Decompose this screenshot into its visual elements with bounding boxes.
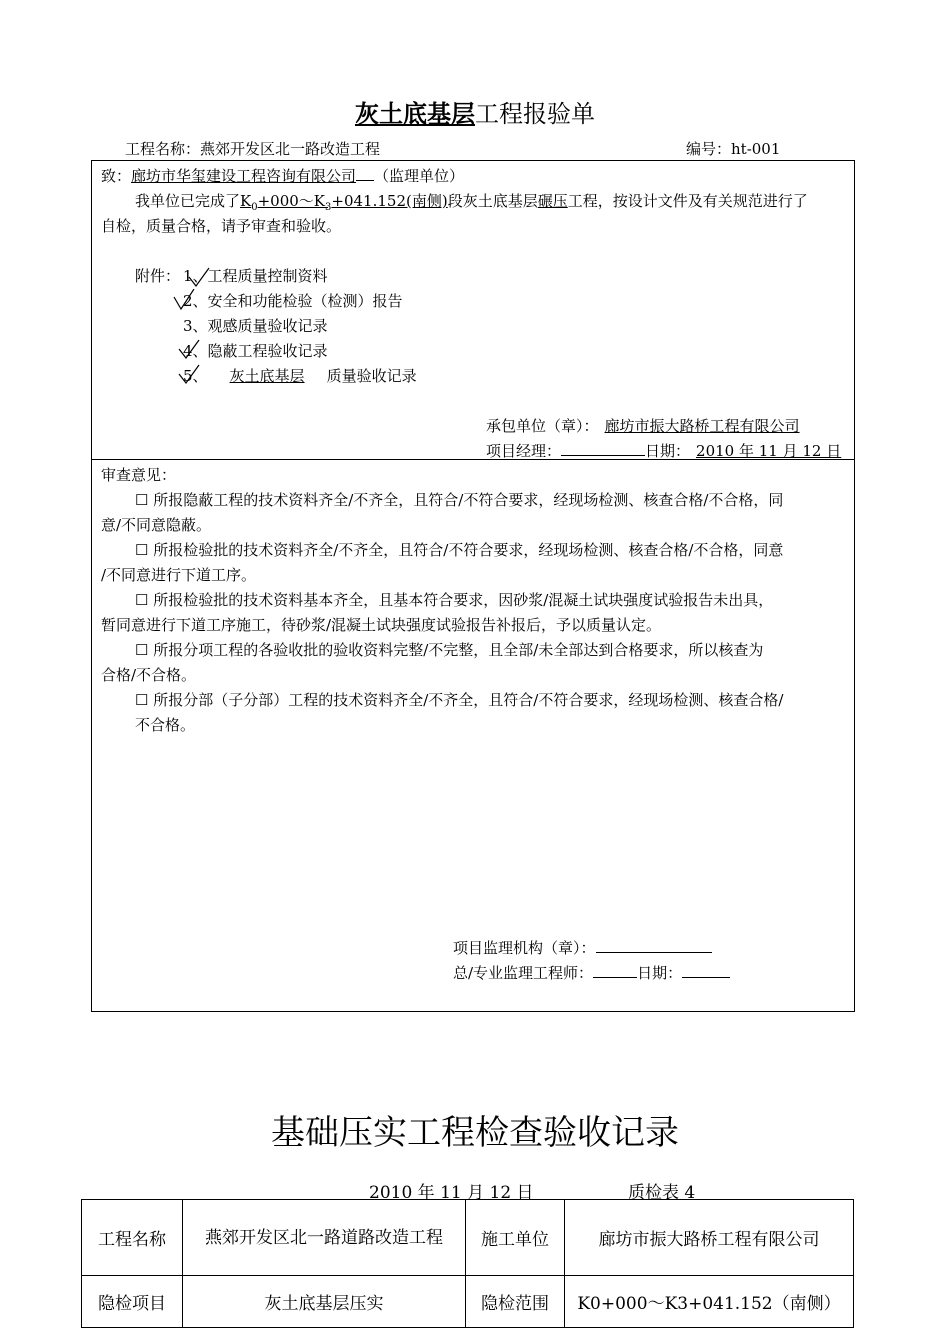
report-body-line2: 自检，质量合格，请予审查和验收。 <box>101 217 342 235</box>
contractor-line <box>486 415 806 436</box>
engineer-label: 总/专业监理工程师： <box>453 964 594 982</box>
review-option-2-line1: ☐ 所报检验批的技术资料齐全/不齐全，且符合/不符合要求，经现场检测、核查合格/不合格，同意 <box>135 541 784 559</box>
review-option-3-line2: 暂同意进行下道工序施工，待砂浆/混凝土试块强度试验报告补报后，予以质量认定。 <box>101 616 662 634</box>
engineer-line <box>453 962 730 983</box>
report-section <box>91 160 855 460</box>
body-text-a: 我单位已完成了 <box>135 192 241 210</box>
supervision-line <box>453 937 712 958</box>
review-option-2-line2: /不同意进行下道工序。 <box>101 566 257 584</box>
contractor-label: 承包单位（章）： <box>486 417 599 435</box>
station-k0-sub: 0 <box>251 202 258 213</box>
inspection-table <box>81 1199 854 1328</box>
supervision-label: 项目监理机构（章）： <box>453 939 596 957</box>
review-heading: 审查意见： <box>101 466 177 484</box>
contractor-name: 廊坊市振大路桥工程有限公司 <box>604 417 800 435</box>
body-text-b: 段灰土底基层 <box>447 192 538 210</box>
table-cell: 灰土底基层压实 <box>183 1276 466 1328</box>
attachment-item-2: 2、安全和功能检验（检测）报告 <box>183 292 403 310</box>
review-option-1-line2: 意/不同意隐蔽。 <box>101 516 212 534</box>
table-cell: 施工单位 <box>466 1200 565 1276</box>
review-date-label: 日期： <box>637 964 683 982</box>
table-cell: 隐检范围 <box>466 1276 565 1328</box>
attachment-item-5 <box>183 365 417 386</box>
review-option-3-line1: ☐ 所报检验批的技术资料基本齐全，且基本符合要求，因砂浆/混凝土试块强度试验报告未出具， <box>135 591 774 609</box>
addressee-prefix: 致： <box>101 167 132 185</box>
table-cell: 隐检项目 <box>82 1276 183 1328</box>
station-k: K <box>240 192 252 210</box>
form2-number: 质检表 4 <box>628 1183 696 1203</box>
station-k3-sub: 3 <box>325 202 332 213</box>
station-range <box>240 192 448 213</box>
station-mid: +000～K <box>257 192 326 210</box>
date-label: 日期： <box>645 442 691 460</box>
report-body-line1 <box>135 190 808 213</box>
review-option-5-line1: ☐ 所报分部（子分部）工程的技术资料齐全/不齐全，且符合/不符合要求，经现场检测、核查合格/ <box>135 691 784 709</box>
body-text-c: 工程，按设计文件及有关规范进行了 <box>567 192 808 210</box>
attachment5-item: 灰土底基层 <box>229 367 305 385</box>
form1-title-highlight: 灰土底基层 <box>355 100 475 128</box>
form2-date: 2010 年 11 月 12 日 <box>369 1183 534 1203</box>
attachments-label: 附件： <box>135 267 181 285</box>
form1-title-rest: 工程报验单 <box>475 100 595 128</box>
review-section <box>91 459 855 1012</box>
form2-title: 基础压实工程检查验收记录 <box>271 1113 679 1153</box>
table-row <box>82 1200 854 1276</box>
supervision-seal-blank <box>596 938 712 953</box>
attachment-item-3: 3、观感质量验收记录 <box>183 317 328 335</box>
serial-number: 编号：ht-001 <box>686 140 781 158</box>
review-option-5-line2: 不合格。 <box>135 716 196 734</box>
addressee-company: 廊坊市华玺建设工程咨询有限公司 <box>131 167 357 185</box>
table-cell: 廊坊市振大路桥工程有限公司 <box>565 1200 854 1276</box>
station-tail: +041.152(南侧) <box>331 192 448 210</box>
review-date-blank <box>682 963 730 978</box>
work-type: 碾压 <box>537 192 568 210</box>
addressee-line <box>101 165 464 186</box>
attachment-item-4: 4、隐蔽工程验收记录 <box>183 342 328 360</box>
manager-signature-blank <box>561 441 645 456</box>
manager-line <box>486 440 841 461</box>
table-cell: K0+000～K3+041.152（南侧） <box>565 1276 854 1328</box>
addressee-suffix: （监理单位） <box>374 167 465 185</box>
table-cell: 燕郊开发区北一路道路改造工程 <box>183 1200 466 1276</box>
attachment5-number: 5、 <box>183 367 208 385</box>
checkmark-icon <box>187 267 211 289</box>
report-date: 2010 年 11 月 12 日 <box>696 442 842 460</box>
attachment-item-1: 1、工程质量控制资料 <box>183 267 328 285</box>
form1-title <box>0 94 950 129</box>
project-name: 工程名称：燕郊开发区北一路改造工程 <box>125 140 381 158</box>
engineer-signature-blank <box>593 963 637 978</box>
review-option-1-line1: ☐ 所报隐蔽工程的技术资料齐全/不齐全，且符合/不符合要求，经现场检测、核查合格/不合格，同 <box>135 491 784 509</box>
checkmark-icon <box>172 289 196 311</box>
manager-label: 项目经理： <box>486 442 562 460</box>
checkmark-icon <box>177 364 201 386</box>
attachment5-rest: 质量验收记录 <box>326 367 417 385</box>
table-cell: 工程名称 <box>82 1200 183 1276</box>
review-option-4-line1: ☐ 所报分项工程的各验收批的验收资料完整/不完整，且全部/未全部达到合格要求，所以核查为 <box>135 641 764 659</box>
table-row <box>82 1276 854 1328</box>
checkmark-icon <box>177 339 201 361</box>
review-option-4-line2: 合格/不合格。 <box>101 666 197 684</box>
